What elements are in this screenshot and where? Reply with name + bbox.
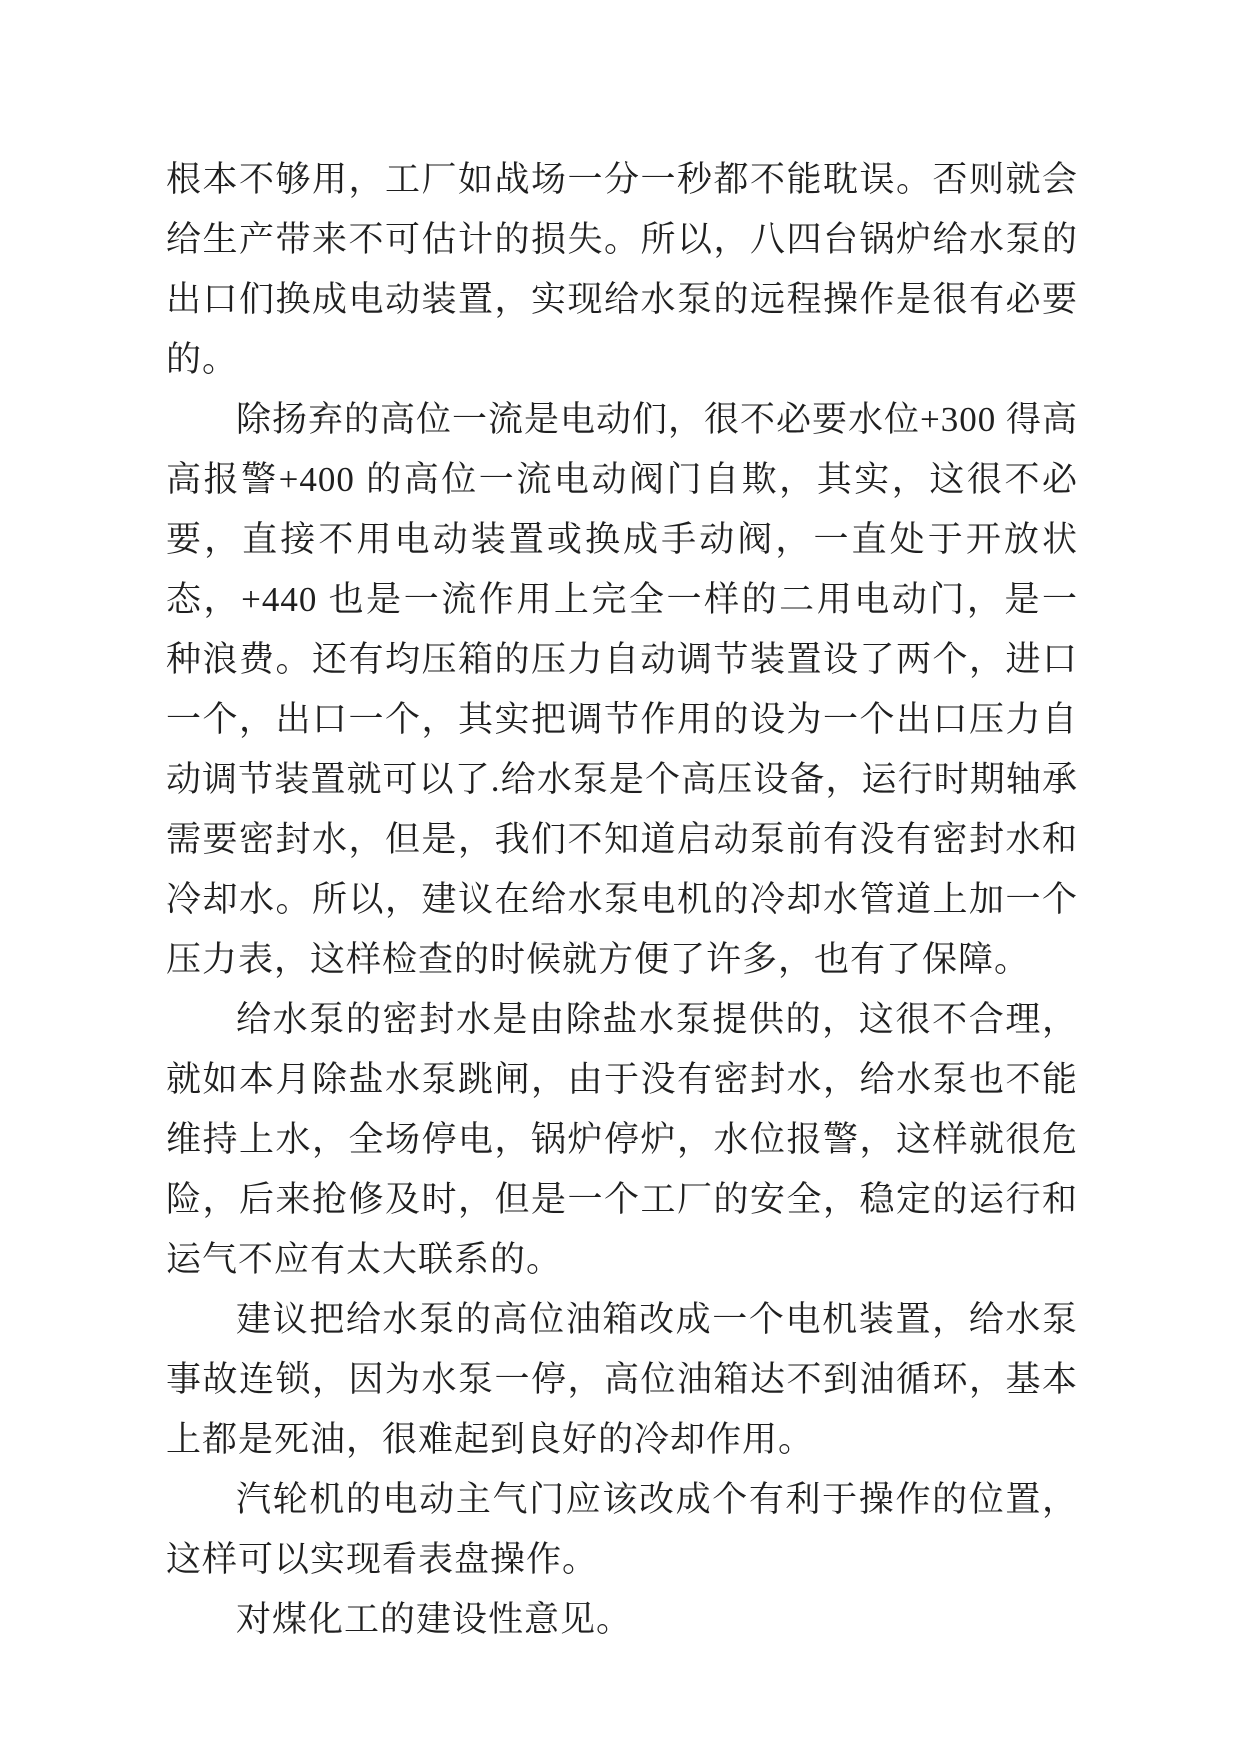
paragraph: 对煤化工的建设性意见。 — [236, 1600, 633, 1639]
paragraph: 给水泵的密封水是由除盐水泵提供的，这很不合理，就如本月除盐水泵跳闸，由于没有密封水，给水泵也不能维持上水，全场停电，锅炉停炉，水位报警，这样就很危险，后来抢修及时，但是一个工厂的安全，稳定的运行和运气不应有太大联系的。 — [166, 1000, 1078, 1279]
paragraph: 除扬弃的高位一流是电动们，很不必要水位+300 得高高报警+400 的高位一流电动阀门自欺，其实，这很不必要，直接不用电动装置或换成手动阀，一直处于开放状态，+440 也是一流作用上完全一样的二用电动门，是一种浪费。还有均压箱的压力自动调节装置设了两个，进口一个，出口一个，其实把调节作用的设为一个出口压力自动调节装置就可以了.给水泵是个高压设备，运行时期轴承需要密封水，但是，我们不知道启动泵前有没有密封水和冷却水。所以，建议在给水泵电机的冷却水管道上加一个压力表，这样检查的时候就方便了许多，也有了保障。 — [166, 400, 1078, 979]
paragraph-continuation: 根本不够用，工厂如战场一分一秒都不能耽误。否则就会给生产带来不可估计的损失。所以，八四台锅炉给水泵的出口们换成电动装置，实现给水泵的远程操作是很有必要的。 — [166, 160, 1078, 379]
document-text-block — [166, 150, 1078, 1650]
paragraph: 汽轮机的电动主气门应该改成个有利于操作的位置，这样可以实现看表盘操作。 — [166, 1480, 1078, 1579]
paragraph: 建议把给水泵的高位油箱改成一个电机装置，给水泵事故连锁，因为水泵一停，高位油箱达不到油循环，基本上都是死油，很难起到良好的冷却作用。 — [166, 1300, 1078, 1459]
